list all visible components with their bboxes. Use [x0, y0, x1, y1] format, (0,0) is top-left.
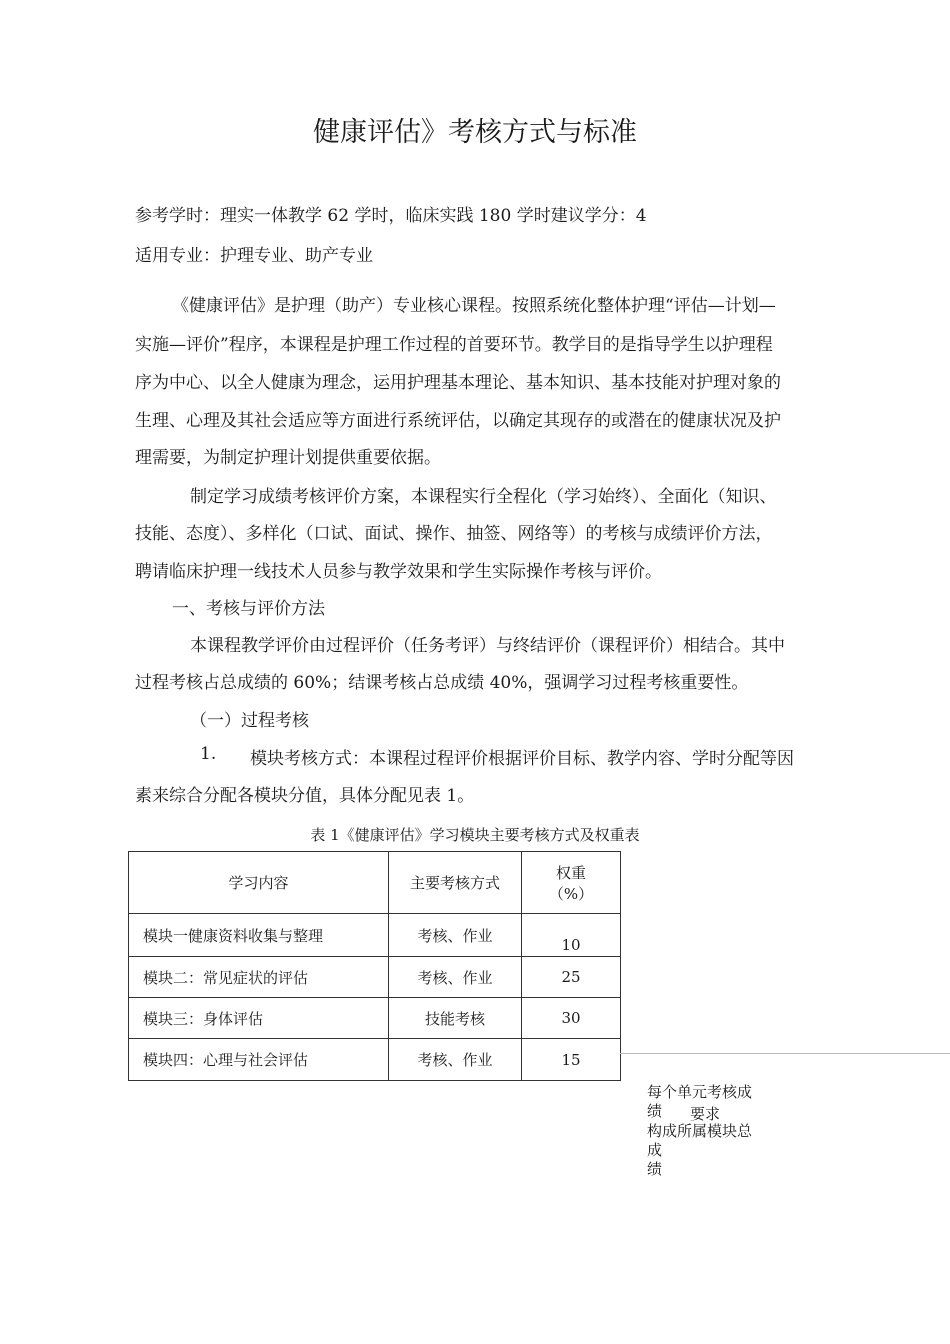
module-cell: 模块三：身体评估	[129, 998, 389, 1039]
weight-cell: 15	[522, 1039, 621, 1081]
header-cell: 主要考核方式	[389, 852, 522, 914]
para1-line: 序为中心、以全人健康为理念，运用护理基本理论、基本知识、基本技能对护理对象的	[135, 373, 781, 393]
para1-line: 《健康评估》是护理（助产）专业核心课程。按照系统化整体护理“评估—计划—	[172, 296, 776, 316]
module-cell: 模块四：心理与社会评估	[129, 1039, 389, 1081]
table-header-row	[129, 852, 621, 914]
table-caption: 表 1《健康评估》学习模块主要考核方式及权重表	[310, 826, 640, 844]
side-note-line: 每个单元考核成	[647, 1083, 753, 1101]
item-line: 素来综合分配各模块分值，具体分配见表 1。	[135, 786, 475, 806]
item-line: 模块考核方式：本课程过程评价根据评价目标、教学内容、学时分配等因	[250, 749, 794, 769]
weight-cell: 25	[522, 957, 621, 998]
weight-cell: 10	[522, 914, 621, 957]
table-row	[129, 1039, 621, 1081]
side-note-line: 构成所属模块总	[647, 1122, 753, 1140]
item-number: 1.	[200, 744, 217, 764]
para1-line: 实施—评价”程序，本课程是护理工作过程的首要环节。教学目的是指导学生以护理程	[135, 335, 773, 355]
module-cell: 模块一健康资料收集与整理	[129, 914, 389, 957]
header-weight-label: 权重	[555, 863, 586, 882]
subsection-heading: （一）过程考核	[190, 711, 309, 731]
method-cell: 技能考核	[389, 998, 522, 1039]
para3-line: 本课程教学评价由过程评价（任务考评）与终结评价（课程评价）相结合。其中	[190, 636, 785, 656]
method-cell: 考核、作业	[389, 957, 522, 998]
section-heading: 一、考核与评价方法	[172, 599, 325, 619]
table-row	[129, 998, 621, 1039]
header-cell-weight	[522, 852, 621, 914]
weight-cell: 30	[522, 998, 621, 1039]
side-note-line: 绩	[647, 1160, 663, 1178]
para1-line: 理需要，为制定护理计划提供重要依据。	[135, 448, 441, 468]
side-note-line: 绩	[647, 1102, 663, 1120]
para2-line: 聘请临床护理一线技术人员参与教学效果和学生实际操作考核与评价。	[135, 562, 662, 582]
para2-line: 制定学习成绩考核评价方案，本课程实行全程化（学习始终）、全面化（知识、	[190, 487, 777, 507]
header-weight-unit: （%）	[548, 884, 594, 903]
side-note-line: 成	[647, 1141, 663, 1159]
weight-table	[128, 851, 621, 1081]
method-cell: 考核、作业	[389, 1039, 522, 1081]
para1-line: 生理、心理及其社会适应等方面进行系统评估，以确定其现存的或潜在的健康状况及护	[135, 411, 781, 431]
para3-line: 过程考核占总成绩的 60%；结课考核占总成绩 40%，强调学习过程考核重要性。	[135, 673, 749, 693]
table-row	[129, 914, 621, 957]
divider-line	[620, 1053, 950, 1054]
applicable-major: 适用专业：护理专业、助产专业	[135, 246, 373, 266]
side-note-line: 要求	[690, 1105, 721, 1123]
method-cell: 考核、作业	[389, 914, 522, 957]
module-cell: 模块二：常见症状的评估	[129, 957, 389, 998]
para2-line: 技能、态度）、多样化（口试、面试、操作、抽签、网络等）的考核与成绩评价方法，	[135, 524, 773, 544]
table-row	[129, 957, 621, 998]
study-hours: 参考学时：理实一体教学 62 学时，临床实践 180 学时建议学分：4	[135, 206, 647, 226]
page-title: 健康评估》考核方式与标准	[313, 117, 637, 148]
header-cell: 学习内容	[129, 852, 389, 914]
